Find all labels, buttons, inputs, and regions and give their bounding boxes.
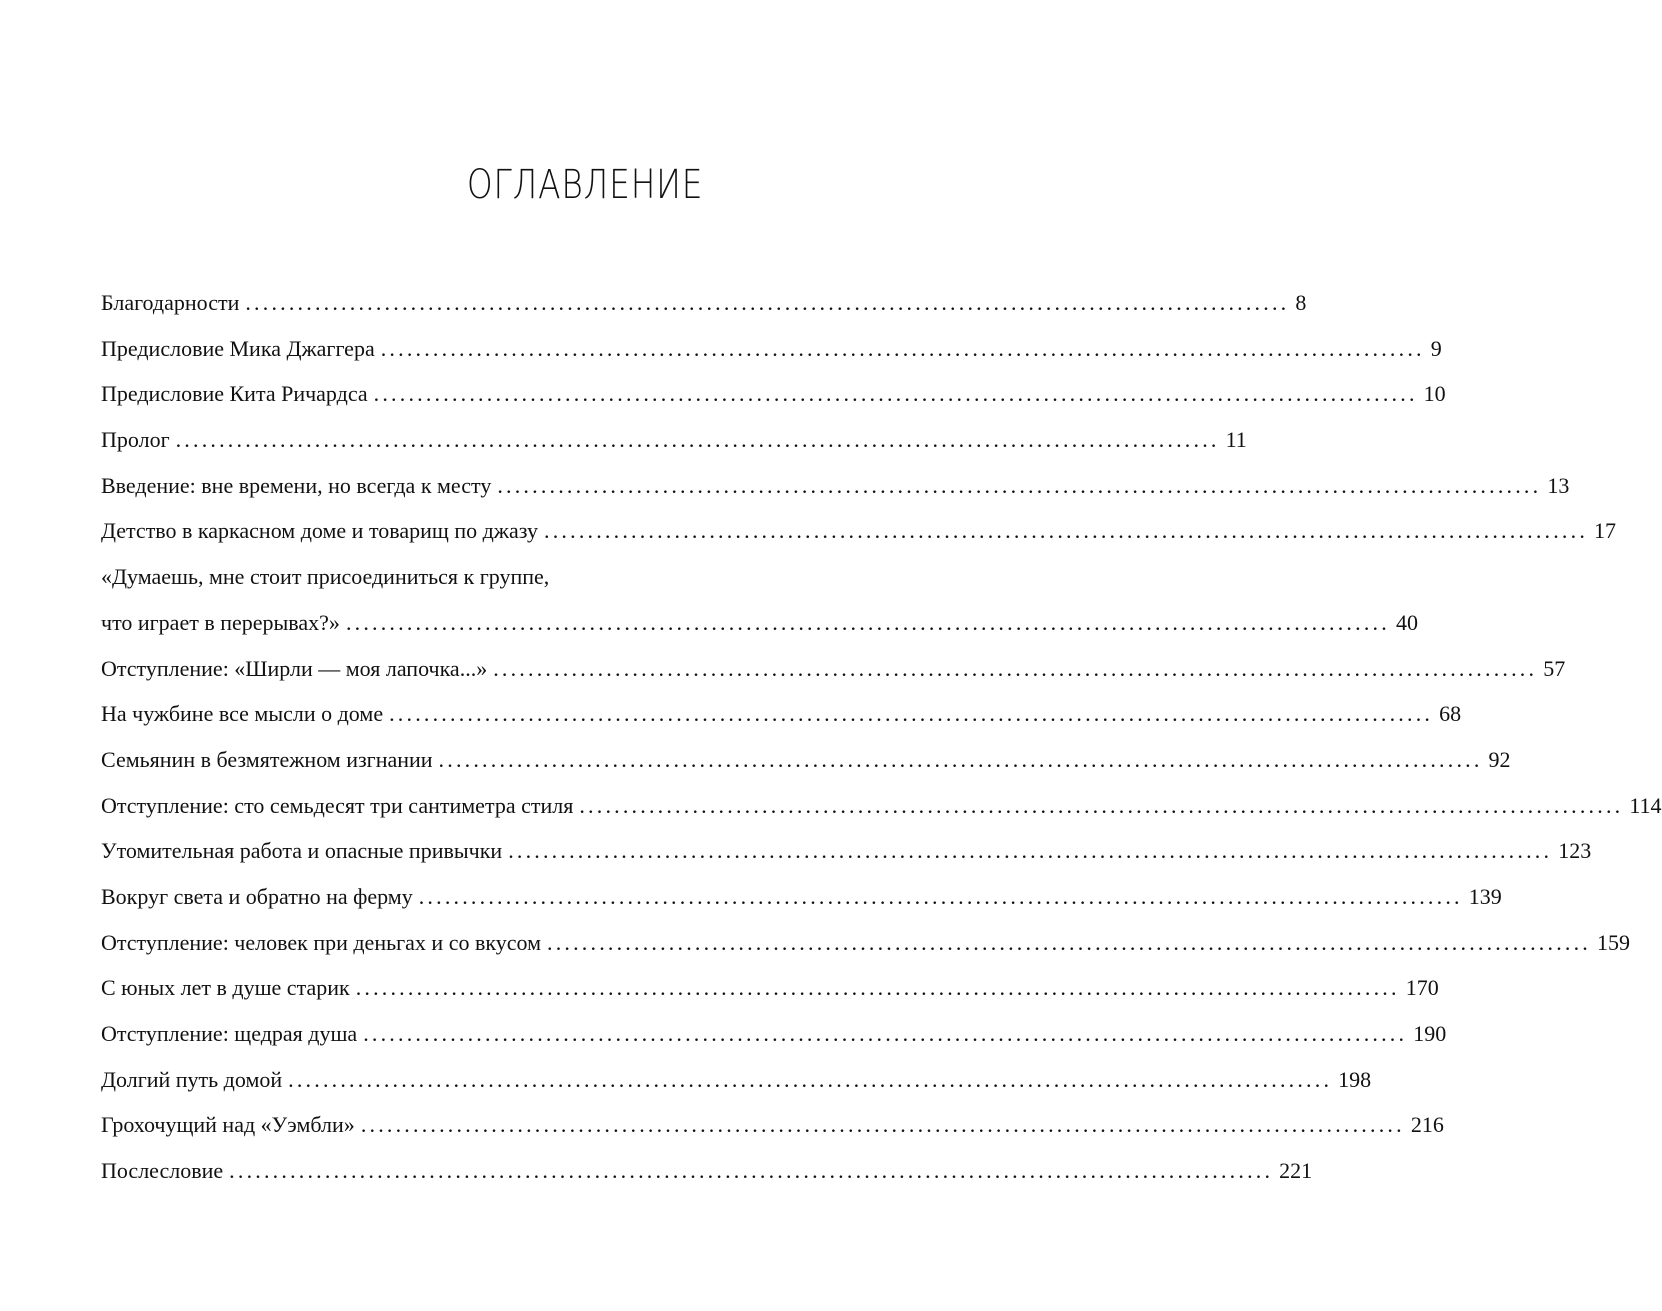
toc-entry-page: 68	[1439, 701, 1462, 727]
toc-entry-title: Семьянин в безмятежном изгнании	[101, 746, 433, 772]
toc-leader-dots: ........................................................................................................................	[380, 335, 1425, 361]
toc-entry[interactable]	[101, 737, 1511, 783]
toc-entry-page: 139	[1468, 883, 1502, 909]
toc-entry-title: Предисловие Мика Джаггера	[101, 335, 375, 361]
toc-leader-dots: ........................................................................................................................	[229, 1158, 1274, 1184]
toc-entry[interactable]	[101, 920, 1630, 966]
toc-entry-page: 114	[1629, 792, 1662, 818]
toc-leader-dots: ........................................................................................................................	[245, 290, 1290, 315]
toc-entry-title: Детство в каркасном доме и товарищ по джазу	[101, 518, 539, 544]
toc-leader-dots: ........................................................................................................................	[363, 1021, 1408, 1046]
table-of-contents	[101, 280, 1662, 1194]
toc-entry[interactable]	[101, 874, 1502, 920]
toc-entry[interactable]	[101, 828, 1592, 874]
toc-entry-page: 216	[1410, 1112, 1444, 1138]
toc-entry[interactable]	[101, 600, 1418, 646]
toc-entry[interactable]	[101, 280, 1307, 326]
toc-entry[interactable]	[101, 371, 1446, 417]
toc-entry-page: 9	[1430, 335, 1442, 361]
toc-entry-page: 92	[1488, 746, 1511, 772]
toc-entry[interactable]	[101, 1057, 1372, 1103]
toc-entry-title: Отступление: щедрая душа	[101, 1021, 358, 1046]
toc-leader-dots: ........................................................................................................................	[288, 1066, 1333, 1092]
toc-entry-title: С юных лет в душе старик	[101, 975, 350, 1001]
toc-entry-page: 10	[1423, 381, 1446, 407]
toc-entry-page: 40	[1395, 609, 1418, 635]
toc-entry-page: 11	[1225, 427, 1247, 453]
toc-entry-page: 13	[1547, 472, 1570, 498]
toc-entry-page: 57	[1543, 655, 1566, 681]
toc-leader-dots: ........................................................................................................................	[544, 518, 1589, 544]
toc-entry-title: Грохочущий над «Уэмбли»	[101, 1112, 355, 1138]
toc-entry-title: Благодарности	[101, 290, 240, 315]
toc-entry[interactable]	[101, 508, 1617, 554]
toc-entry[interactable]	[101, 965, 1439, 1011]
toc-entry-title: Отступление: «Ширли — моя лапочка...»	[101, 655, 488, 681]
toc-entry-title: Утомительная работа и опасные привычки	[101, 838, 503, 864]
toc-leader-dots: ........................................................................................................................	[418, 883, 1463, 909]
toc-entry-title: Долгий путь домой	[101, 1066, 283, 1092]
toc-leader-dots: ........................................................................................................................	[389, 701, 1434, 727]
toc-entry-title: Вокруг света и обратно на ферму	[101, 883, 413, 909]
toc-leader-dots: ........................................................................................................................	[345, 609, 1390, 635]
toc-entry-title: Отступление: человек при деньгах и со вкусом	[101, 929, 541, 955]
toc-leader-dots: ........................................................................................................................	[360, 1112, 1405, 1138]
toc-leader-dots: ........................................................................................................................	[508, 838, 1553, 864]
toc-entry[interactable]	[101, 646, 1566, 692]
toc-leader-dots: ........................................................................................................................	[493, 655, 1538, 681]
toc-entry[interactable]	[101, 554, 703, 600]
toc-entry-title: что играет в перерывах?»	[101, 609, 340, 635]
toc-leader-dots: ........................................................................................................................	[373, 381, 1418, 407]
toc-entry[interactable]	[101, 463, 1570, 509]
toc-leader-dots: ........................................................................................................................	[438, 746, 1483, 772]
toc-entry-page: 170	[1405, 975, 1439, 1001]
toc-entry-page: 159	[1597, 929, 1630, 955]
toc-entry-page: 123	[1558, 838, 1592, 864]
toc-entry-title: Отступление: сто семьдесят три сантиметра стиля	[101, 792, 574, 818]
toc-entry[interactable]	[101, 1102, 1444, 1148]
toc-entry[interactable]	[101, 691, 1462, 737]
toc-entry-page: 190	[1413, 1021, 1447, 1046]
toc-entry[interactable]	[101, 417, 1247, 463]
toc-entry-page: 198	[1338, 1066, 1372, 1092]
toc-entry-title: Пролог	[101, 427, 170, 453]
page-title: ОГЛАВЛЕНИЕ	[466, 162, 703, 208]
toc-entry-title: Предисловие Кита Ричардса	[101, 381, 368, 407]
toc-entry-page: 17	[1594, 518, 1617, 544]
toc-entry-page: 221	[1279, 1158, 1313, 1184]
toc-entry-title: «Думаешь, мне стоит присоединиться к группе,	[101, 564, 550, 590]
toc-leader-dots: ........................................................................................................................	[497, 472, 1542, 498]
toc-entry-title: Послесловие	[101, 1158, 224, 1184]
toc-entry-title: На чужбине все мысли о доме	[101, 701, 384, 727]
toc-entry-title: Введение: вне времени, но всегда к месту	[101, 472, 492, 498]
toc-leader-dots: ........................................................................................................................	[579, 792, 1624, 818]
toc-entry[interactable]	[101, 783, 1662, 829]
toc-entry[interactable]	[101, 1148, 1313, 1194]
toc-entry[interactable]	[101, 326, 1442, 372]
toc-leader-dots: ........................................................................................................................	[355, 975, 1400, 1001]
toc-entry-page: 8	[1295, 290, 1307, 315]
toc-leader-dots: ........................................................................................................................	[175, 427, 1220, 453]
toc-entry[interactable]	[101, 1011, 1447, 1057]
toc-leader-dots: ........................................................................................................................	[547, 929, 1591, 955]
